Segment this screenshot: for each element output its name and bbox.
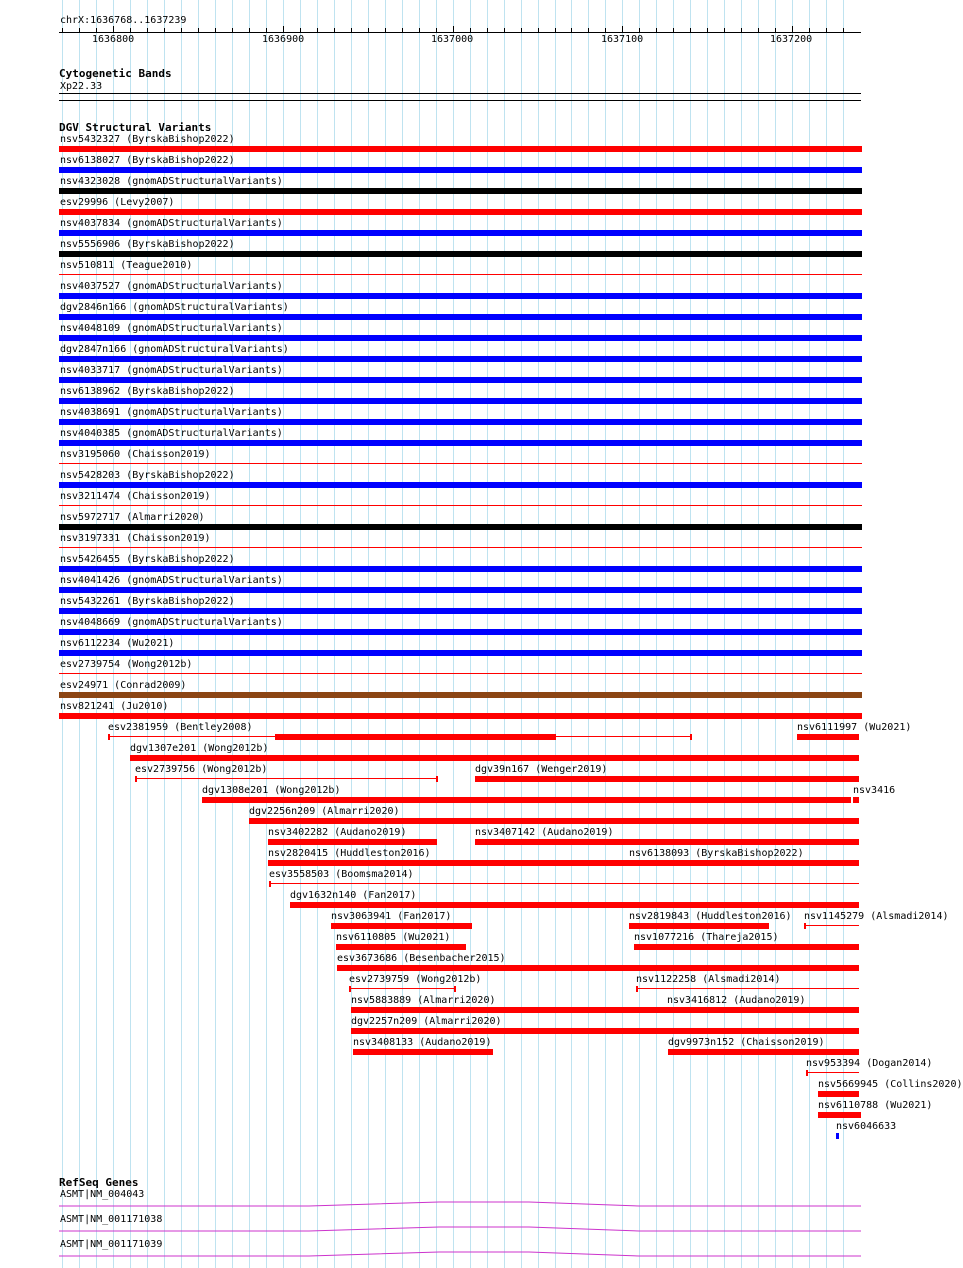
variant-label[interactable]: esv2739759 (Wong2012b) bbox=[349, 974, 482, 985]
variant-endcap bbox=[454, 986, 456, 992]
variant-label[interactable]: esv2739754 (Wong2012b) bbox=[60, 659, 193, 670]
ruler-tick bbox=[538, 28, 539, 32]
ruler-tick-label: 1636900 bbox=[262, 34, 305, 45]
variant-label[interactable]: nsv3407142 (Audano2019) bbox=[475, 827, 614, 838]
variant-label[interactable]: nsv4037527 (gnomADStructuralVariants) bbox=[60, 281, 283, 292]
variant-bar[interactable] bbox=[59, 356, 862, 362]
variant-endcap bbox=[269, 881, 271, 887]
gene-label[interactable]: ASMT|NM_004043 bbox=[60, 1189, 145, 1200]
variant-bar[interactable] bbox=[336, 944, 466, 950]
ruler-tick bbox=[555, 28, 556, 32]
ruler-tick bbox=[317, 28, 318, 32]
variant-label[interactable]: nsv5669945 (Collins2020) bbox=[818, 1079, 963, 1090]
ruler-tick bbox=[249, 28, 250, 32]
variant-line[interactable] bbox=[269, 883, 859, 884]
variant-bar[interactable] bbox=[331, 923, 472, 929]
variant-label[interactable]: esv3558503 (Boomsma2014) bbox=[269, 869, 414, 880]
ruler-tick bbox=[436, 28, 437, 32]
variant-bar[interactable] bbox=[275, 734, 556, 740]
variant-label[interactable]: esv2739756 (Wong2012b) bbox=[135, 764, 268, 775]
variant-bar[interactable] bbox=[59, 650, 862, 656]
track-divider bbox=[59, 100, 861, 101]
variant-bar[interactable] bbox=[59, 524, 862, 530]
ruler-tick bbox=[673, 28, 674, 32]
variant-endcap bbox=[690, 734, 692, 740]
variant-bar[interactable] bbox=[818, 1091, 859, 1097]
variant-label[interactable]: esv29996 (Levy2007) bbox=[60, 197, 175, 208]
variant-line[interactable] bbox=[59, 673, 862, 674]
variant-bar[interactable] bbox=[59, 335, 862, 341]
ruler-tick bbox=[656, 28, 657, 32]
variant-line[interactable] bbox=[108, 736, 276, 737]
variant-bar[interactable] bbox=[668, 1049, 859, 1055]
variant-bar[interactable] bbox=[853, 797, 859, 803]
ruler-tick bbox=[181, 28, 182, 32]
variant-label[interactable]: nsv510811 (Teague2010) bbox=[60, 260, 193, 271]
variant-bar[interactable] bbox=[59, 314, 862, 320]
ruler-tick bbox=[504, 28, 505, 32]
variant-bar[interactable] bbox=[667, 1007, 859, 1013]
variant-label[interactable]: nsv5428203 (ByrskaBishop2022) bbox=[60, 470, 235, 481]
ruler-tick-label: 1637100 bbox=[601, 34, 644, 45]
variant-label[interactable]: nsv6138027 (ByrskaBishop2022) bbox=[60, 155, 235, 166]
ruler-tick bbox=[775, 28, 776, 32]
variant-label[interactable]: nsv1077216 (Thareja2015) bbox=[634, 932, 779, 943]
variant-label[interactable]: nsv6111997 (Wu2021) bbox=[797, 722, 912, 733]
variant-label[interactable]: nsv5556906 (ByrskaBishop2022) bbox=[60, 239, 235, 250]
variant-label[interactable]: esv3673686 (Besenbacher2015) bbox=[337, 953, 506, 964]
variant-bar[interactable] bbox=[59, 146, 862, 152]
ruler-tick bbox=[198, 28, 199, 32]
ruler-tick bbox=[130, 28, 131, 32]
ruler-tick bbox=[402, 28, 403, 32]
ruler-tick bbox=[521, 28, 522, 32]
ruler-tick bbox=[215, 28, 216, 32]
ruler-tick bbox=[113, 26, 114, 33]
gene-label[interactable]: ASMT|NM_001171038 bbox=[60, 1214, 163, 1225]
variant-label[interactable]: nsv4041426 (gnomADStructuralVariants) bbox=[60, 575, 283, 586]
variant-label[interactable]: nsv6110788 (Wu2021) bbox=[818, 1100, 933, 1111]
variant-label[interactable]: nsv5432327 (ByrskaBishop2022) bbox=[60, 134, 235, 145]
variant-bar[interactable] bbox=[59, 398, 862, 404]
ruler-tick bbox=[843, 28, 844, 32]
variant-endcap bbox=[804, 923, 806, 929]
variant-bar[interactable] bbox=[59, 251, 862, 257]
variant-label[interactable]: nsv4048109 (gnomADStructuralVariants) bbox=[60, 323, 283, 334]
variant-label[interactable]: nsv3195060 (Chaisson2019) bbox=[60, 449, 211, 460]
variant-endcap bbox=[436, 776, 438, 782]
variant-bar[interactable] bbox=[59, 377, 862, 383]
variant-bar[interactable] bbox=[59, 587, 862, 593]
variant-line[interactable] bbox=[806, 1072, 859, 1073]
dgv-track-title[interactable]: DGV Structural Variants bbox=[59, 121, 212, 134]
variant-line[interactable] bbox=[804, 925, 859, 926]
cytoband-label: Xp22.33 bbox=[60, 81, 103, 92]
ruler-tick bbox=[266, 28, 267, 32]
variant-bar[interactable] bbox=[59, 293, 862, 299]
ruler-tick bbox=[639, 28, 640, 32]
variant-label[interactable]: esv24971 (Conrad2009) bbox=[60, 680, 187, 691]
variant-bar[interactable] bbox=[351, 1028, 859, 1034]
variant-endcap bbox=[108, 734, 110, 740]
variant-label[interactable]: nsv821241 (Ju2010) bbox=[60, 701, 169, 712]
ruler-tick-label: 1636800 bbox=[92, 34, 135, 45]
variant-label[interactable]: nsv6110805 (Wu2021) bbox=[336, 932, 451, 943]
ruler-tick bbox=[300, 28, 301, 32]
ruler-tick bbox=[487, 28, 488, 32]
variant-label[interactable]: nsv3416812 (Audano2019) bbox=[667, 995, 806, 1006]
variant-label[interactable]: nsv3197331 (Chaisson2019) bbox=[60, 533, 211, 544]
ruler-tick bbox=[385, 28, 386, 32]
variant-label[interactable]: dgv2256n209 (Almarri2020) bbox=[249, 806, 400, 817]
variant-bar[interactable] bbox=[634, 944, 859, 950]
ruler-tick bbox=[758, 28, 759, 32]
variant-line[interactable] bbox=[135, 778, 437, 779]
variant-bar[interactable] bbox=[59, 566, 862, 572]
variant-line[interactable] bbox=[349, 988, 455, 989]
ruler-tick bbox=[334, 28, 335, 32]
ruler-tick bbox=[419, 28, 420, 32]
variant-line[interactable] bbox=[59, 274, 862, 275]
variant-label[interactable]: dgv1307e201 (Wong2012b) bbox=[130, 743, 269, 754]
variant-bar[interactable] bbox=[59, 209, 862, 215]
ruler-tick bbox=[741, 28, 742, 32]
variant-label[interactable]: nsv6138093 (ByrskaBishop2022) bbox=[629, 848, 804, 859]
variant-bar[interactable] bbox=[629, 923, 769, 929]
variant-bar[interactable] bbox=[797, 734, 859, 740]
ruler-tick bbox=[351, 28, 352, 32]
ruler-tick bbox=[164, 28, 165, 32]
ruler-tick bbox=[707, 28, 708, 32]
gene-label[interactable]: ASMT|NM_001171039 bbox=[60, 1239, 163, 1250]
variant-bar[interactable] bbox=[59, 440, 862, 446]
variant-bar[interactable] bbox=[59, 188, 862, 194]
refseq-track-title[interactable]: RefSeq Genes bbox=[59, 1176, 139, 1189]
ruler-tick bbox=[724, 28, 725, 32]
variant-line[interactable] bbox=[59, 463, 862, 464]
variant-line[interactable] bbox=[59, 505, 862, 506]
variant-line[interactable] bbox=[59, 547, 862, 548]
variant-endcap bbox=[806, 1070, 808, 1076]
ruler-tick bbox=[605, 28, 606, 32]
variant-label[interactable]: nsv2820415 (Huddleston2016) bbox=[268, 848, 431, 859]
variant-label[interactable]: nsv5972717 (Almarri2020) bbox=[60, 512, 205, 523]
variant-endcap bbox=[349, 986, 351, 992]
variant-label[interactable]: nsv953394 (Dogan2014) bbox=[806, 1058, 933, 1069]
ruler-tick bbox=[809, 28, 810, 32]
variant-label[interactable]: nsv4037834 (gnomADStructuralVariants) bbox=[60, 218, 283, 229]
variant-label[interactable]: nsv4323028 (gnomADStructuralVariants) bbox=[60, 176, 283, 187]
cytoband-track-title[interactable]: Cytogenetic Bands bbox=[59, 67, 172, 80]
variant-bar[interactable] bbox=[337, 965, 859, 971]
variant-label[interactable]: nsv1122258 (Alsmadi2014) bbox=[636, 974, 781, 985]
variant-bar[interactable] bbox=[59, 482, 862, 488]
variant-label[interactable]: nsv4040385 (gnomADStructuralVariants) bbox=[60, 428, 283, 439]
ruler-tick bbox=[826, 28, 827, 32]
variant-label[interactable]: nsv2819843 (Huddleston2016) bbox=[629, 911, 792, 922]
variant-label[interactable]: nsv6112234 (Wu2021) bbox=[60, 638, 175, 649]
gene-model-line bbox=[59, 1252, 861, 1256]
variant-label[interactable]: esv2381959 (Bentley2008) bbox=[108, 722, 253, 733]
variant-label[interactable]: dgv2846n166 (gnomADStructuralVariants) bbox=[60, 302, 289, 313]
variant-endcap bbox=[135, 776, 137, 782]
variant-label[interactable]: nsv1145279 (Alsmadi2014) bbox=[804, 911, 949, 922]
variant-label[interactable]: nsv6138962 (ByrskaBishop2022) bbox=[60, 386, 235, 397]
variant-bar[interactable] bbox=[202, 797, 851, 803]
variant-label[interactable]: dgv1632n140 (Fan2017) bbox=[290, 890, 417, 901]
variant-bar[interactable] bbox=[818, 1112, 861, 1118]
ruler-tick bbox=[283, 26, 284, 33]
variant-bar[interactable] bbox=[290, 902, 859, 908]
variant-label[interactable]: nsv6046633 bbox=[836, 1121, 897, 1132]
variant-label[interactable]: dgv2847n166 (gnomADStructuralVariants) bbox=[60, 344, 289, 355]
ruler-tick-label: 1637000 bbox=[431, 34, 474, 45]
variant-bar[interactable] bbox=[475, 839, 859, 845]
variant-label[interactable]: dgv2257n209 (Almarri2020) bbox=[351, 1016, 502, 1027]
variant-line[interactable] bbox=[636, 988, 859, 989]
cytoband-bar[interactable] bbox=[59, 93, 861, 94]
ruler-tick-label: 1637200 bbox=[770, 34, 813, 45]
variant-endcap bbox=[636, 986, 638, 992]
variant-label[interactable]: nsv3402282 (Audano2019) bbox=[268, 827, 407, 838]
ruler-tick bbox=[453, 26, 454, 33]
variant-bar[interactable] bbox=[475, 776, 859, 782]
variant-bar[interactable] bbox=[836, 1133, 839, 1139]
ruler-tick bbox=[792, 26, 793, 33]
variant-bar[interactable] bbox=[59, 419, 862, 425]
variant-bar[interactable] bbox=[59, 230, 862, 236]
variant-bar[interactable] bbox=[353, 1049, 493, 1055]
variant-label[interactable]: dgv9973n152 (Chaisson2019) bbox=[668, 1037, 825, 1048]
variant-bar[interactable] bbox=[59, 167, 862, 173]
ruler-tick bbox=[368, 28, 369, 32]
ruler-tick bbox=[470, 28, 471, 32]
variant-label[interactable]: nsv4038691 (gnomADStructuralVariants) bbox=[60, 407, 283, 418]
variant-label[interactable]: nsv3063941 (Fan2017) bbox=[331, 911, 452, 922]
variant-bar[interactable] bbox=[59, 629, 862, 635]
gene-model-line bbox=[59, 1227, 861, 1231]
ruler-axis bbox=[59, 32, 861, 33]
ruler-tick bbox=[622, 26, 623, 33]
variant-label[interactable]: nsv5432261 (ByrskaBishop2022) bbox=[60, 596, 235, 607]
variant-bar[interactable] bbox=[130, 755, 859, 761]
variant-label[interactable]: dgv1308e201 (Wong2012b) bbox=[202, 785, 341, 796]
ruler-tick bbox=[588, 28, 589, 32]
variant-label[interactable]: nsv4048669 (gnomADStructuralVariants) bbox=[60, 617, 283, 628]
variant-label[interactable]: nsv4033717 (gnomADStructuralVariants) bbox=[60, 365, 283, 376]
gene-models bbox=[59, 1198, 862, 1260]
variant-bar[interactable] bbox=[268, 839, 437, 845]
location-label: chrX:1636768..1637239 bbox=[60, 15, 187, 26]
variant-label[interactable]: nsv5426455 (ByrskaBishop2022) bbox=[60, 554, 235, 565]
variant-label[interactable]: nsv3408133 (Audano2019) bbox=[353, 1037, 492, 1048]
variant-label[interactable]: nsv3211474 (Chaisson2019) bbox=[60, 491, 211, 502]
variant-label[interactable]: nsv5883889 (Almarri2020) bbox=[351, 995, 496, 1006]
ruler-tick bbox=[79, 28, 80, 32]
ruler-tick bbox=[571, 28, 572, 32]
variant-label[interactable]: nsv3416 bbox=[853, 785, 896, 796]
ruler-tick bbox=[690, 28, 691, 32]
variant-label[interactable]: dgv39n167 (Wenger2019) bbox=[475, 764, 608, 775]
ruler-tick bbox=[232, 28, 233, 32]
variant-bar[interactable] bbox=[59, 608, 862, 614]
variant-bar[interactable] bbox=[249, 818, 859, 824]
variant-line[interactable] bbox=[555, 736, 691, 737]
gene-model-line bbox=[59, 1202, 861, 1206]
ruler-tick bbox=[62, 28, 63, 32]
variant-bar[interactable] bbox=[59, 713, 862, 719]
variant-bar[interactable] bbox=[629, 860, 859, 866]
ruler-tick bbox=[96, 28, 97, 32]
ruler-tick bbox=[147, 28, 148, 32]
variant-bar[interactable] bbox=[59, 692, 862, 698]
